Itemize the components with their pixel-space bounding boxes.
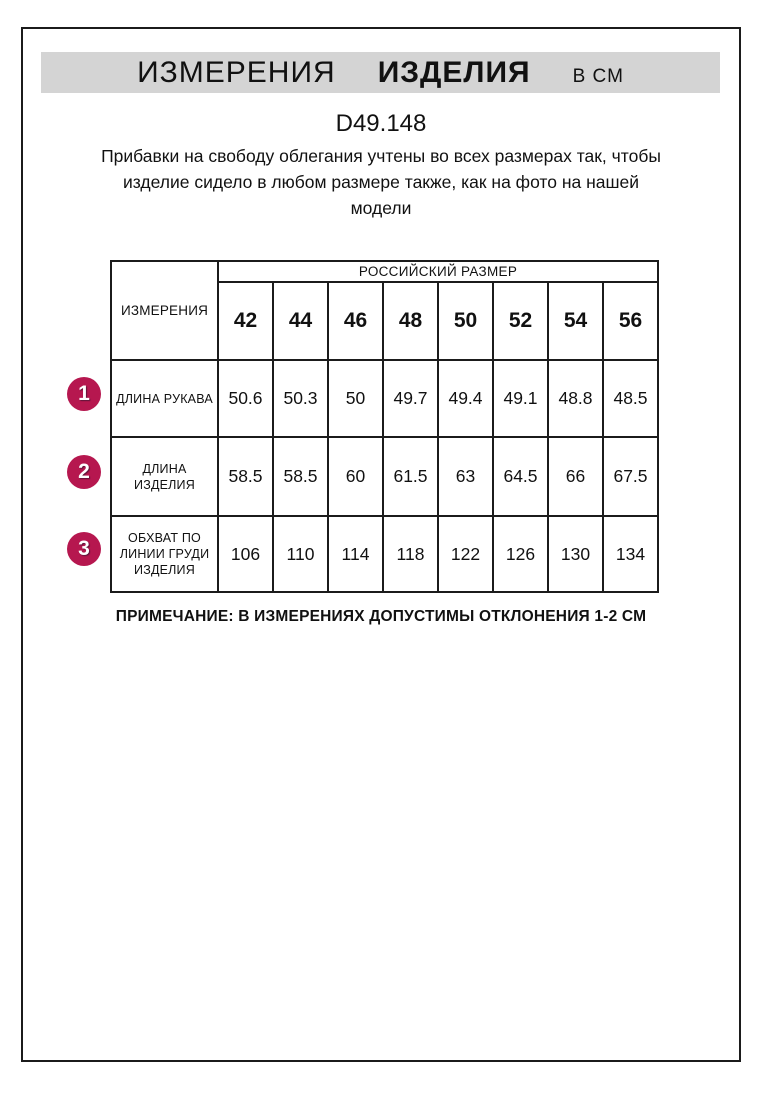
measurement-value-cell: 106: [218, 516, 273, 592]
measurement-value-cell: 48.8: [548, 360, 603, 437]
measurement-row-label: ОБХВАТ ПО ЛИНИИ ГРУДИ ИЗДЕЛИЯ: [111, 516, 218, 592]
measurement-value-cell: 130: [548, 516, 603, 592]
measurement-value-cell: 126: [493, 516, 548, 592]
measurements-column-header: ИЗМЕРЕНИЯ: [111, 261, 218, 360]
size-column-header-54: 54: [548, 282, 603, 360]
size-column-header-48: 48: [383, 282, 438, 360]
measurement-value-cell: 50: [328, 360, 383, 437]
measurement-value-cell: 48.5: [603, 360, 658, 437]
title-bar: [41, 52, 720, 93]
measurement-value-cell: 110: [273, 516, 328, 592]
measurement-value-cell: 64.5: [493, 437, 548, 516]
measurement-value-cell: 49.4: [438, 360, 493, 437]
note-text: ПРИМЕЧАНИЕ: В ИЗМЕРЕНИЯХ ДОПУСТИМЫ ОТКЛОНЕНИЯ 1-2 СМ: [115, 608, 647, 625]
measurement-value-cell: 49.1: [493, 360, 548, 437]
measurement-value-cell: 114: [328, 516, 383, 592]
size-column-header-52: 52: [493, 282, 548, 360]
measurement-row-label: ДЛИНА РУКАВА: [111, 360, 218, 437]
size-column-header-44: 44: [273, 282, 328, 360]
measurement-value-cell: 118: [383, 516, 438, 592]
product-code: D49.148: [335, 110, 427, 137]
measurement-row-label: ДЛИНА ИЗДЕЛИЯ: [111, 437, 218, 516]
row-number-badge-3: 3: [67, 532, 101, 566]
row-number-badge-2: 2: [67, 455, 101, 489]
russian-size-group-header: РОССИЙСКИЙ РАЗМЕР: [218, 261, 658, 282]
measurement-value-cell: 134: [603, 516, 658, 592]
measurement-value-cell: 61.5: [383, 437, 438, 516]
measurement-value-cell: 66: [548, 437, 603, 516]
measurement-value-cell: 122: [438, 516, 493, 592]
size-column-header-46: 46: [328, 282, 383, 360]
size-column-header-56: 56: [603, 282, 658, 360]
table-row: [111, 516, 658, 592]
size-table: [110, 260, 659, 593]
measurement-value-cell: 67.5: [603, 437, 658, 516]
page-title-measurements: ИЗМЕРЕНИЯ: [137, 56, 336, 89]
row-number-badge-1: 1: [67, 377, 101, 411]
page-title-product: ИЗДЕЛИЯ: [377, 56, 531, 89]
measurement-value-cell: 49.7: [383, 360, 438, 437]
measurement-value-cell: 50.3: [273, 360, 328, 437]
table-row: [111, 360, 658, 437]
measurement-value-cell: 60: [328, 437, 383, 516]
measurement-value-cell: 58.5: [218, 437, 273, 516]
table-row: [111, 437, 658, 516]
size-column-header-50: 50: [438, 282, 493, 360]
measurement-value-cell: 50.6: [218, 360, 273, 437]
page-title-unit: В СМ: [572, 66, 624, 87]
measurement-value-cell: 63: [438, 437, 493, 516]
fit-description: Прибавки на свободу облегания учтены во всех размерах так, чтобы изделие сидело в любом размере также, как на фото на нашей модели: [101, 146, 661, 218]
measurement-value-cell: 58.5: [273, 437, 328, 516]
size-column-header-42: 42: [218, 282, 273, 360]
